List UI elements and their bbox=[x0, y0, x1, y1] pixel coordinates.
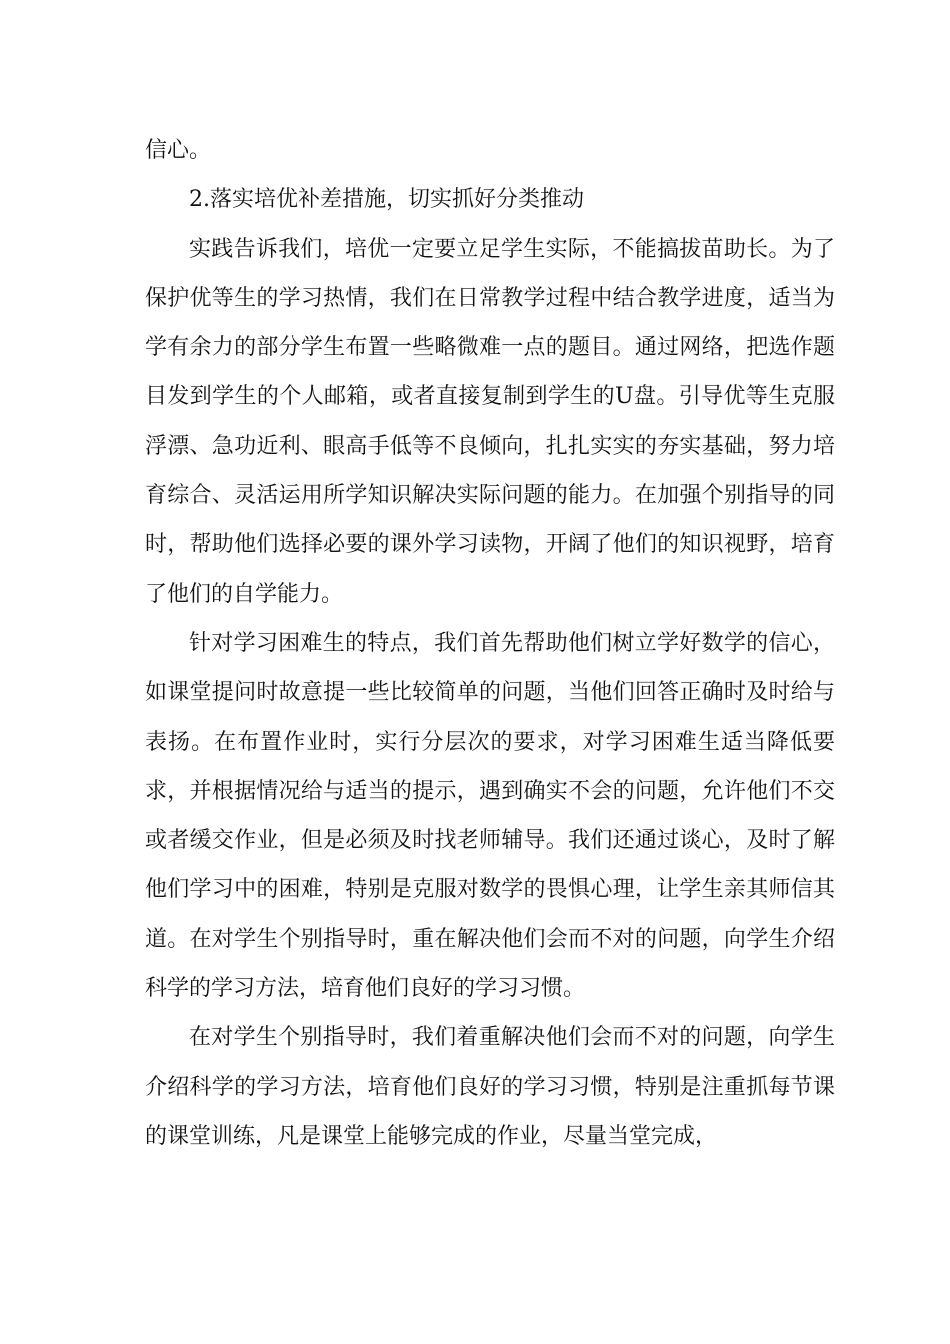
section-heading: 2.落实培优补差措施，切实抓好分类推动 bbox=[189, 187, 584, 213]
paragraph-top-students: 实践告诉我们，培优一定要立足学生实际，不能搞拔苗助长。为了保护优等生的学习热情，我们在日常教学过程中结合教学进度，适当为学有余力的部分学生布置一些略微难一点的题目。通过网络，把选作题目发到学生的个人邮箱，或者直接复制到学生的U盘。引导优等生克服浮漂、急功近利、眼高手低等不良倾向，扎扎实实的夯实基础，努力培育综合、灵活运用所学知识解决实际问题的能力。在加强个别指导的同时，帮助他们选择必要的课外学习读物，开阔了他们的知识视野，培育了他们的自学能力。 bbox=[145, 236, 835, 607]
paragraph-continuation: 信心。 bbox=[145, 138, 212, 163]
paragraph-struggling-students: 针对学习困难生的特点，我们首先帮助他们树立学好数学的信心，如课堂提问时故意提一些比较简单的问题，当他们回答正确时及时给与表扬。在布置作业时，实行分层次的要求，对学习困难生适当降低要求，并根据情况给与适当的提示，遇到确实不会的问题，允许他们不交或者缓交作业，但是必须及时找老师辅导。我们还通过谈心，及时了解他们学习中的困难，特别是克服对数学的畏惧心理，让学生亲其师信其道。在对学生个别指导时，重在解决他们会而不对的问题，向学生介绍科学的学习方法，培育他们良好的学习习惯。 bbox=[145, 630, 835, 1002]
paragraph-individual-guidance: 在对学生个别指导时，我们着重解决他们会而不对的问题，向学生介绍科学的学习方法，培育他们良好的学习习惯，特别是注重抓每节课的课堂训练，凡是课堂上能够完成的作业，尽量当堂完成， bbox=[145, 1025, 835, 1149]
document-body bbox=[145, 126, 835, 1161]
